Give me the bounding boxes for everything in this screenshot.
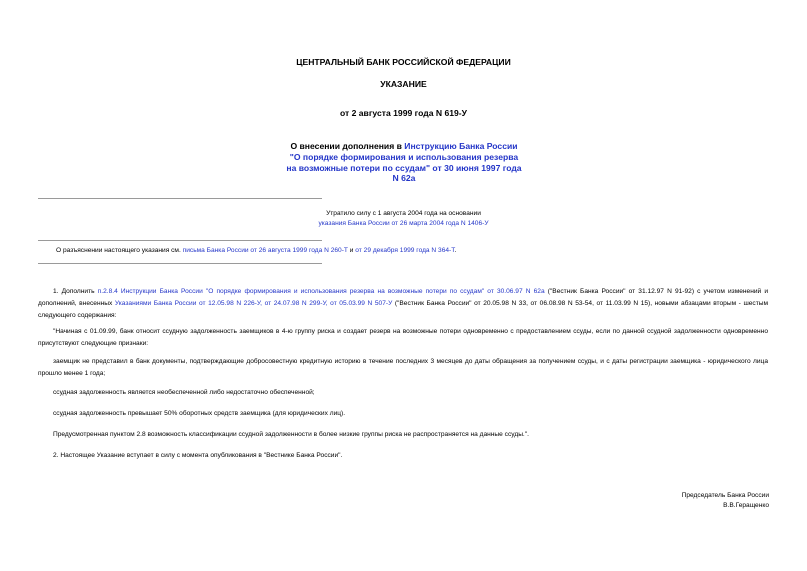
paragraph-7: 2. Настоящее Указание вступает в силу с момента опубликования в "Вестнике Банка России". — [53, 452, 343, 459]
document-title — [284, 141, 524, 184]
paragraph-1 — [38, 286, 768, 323]
paragraph-5: ссудная задолженность превышает 50% оборотных средств заемщика (для юридических лиц). — [53, 410, 346, 417]
separator — [38, 198, 322, 199]
clarification-suffix: . — [454, 247, 457, 254]
paragraph-4: ссудная задолженность является необеспеченной либо недостаточно обеспеченной; — [53, 389, 315, 396]
paragraph-6: Предусмотренная пунктом 2.8 возможность классификации ссудной задолженности в более низкие группы риска не распространяется на данные ссуды.". — [53, 431, 529, 438]
signatory-name: В.В.Геращенко — [723, 502, 769, 509]
document-date-number: от 2 августа 1999 года N 619-У — [339, 108, 468, 118]
clarification-middle: и — [347, 247, 356, 254]
status-note-text: Утратило силу с 1 августа 2004 года на основании — [326, 210, 481, 217]
signature-block — [560, 491, 769, 511]
clarification-prefix: О разъяснении настоящего указания см. — [56, 247, 183, 254]
repeal-link[interactable]: указания Банка России от 26 марта 2004 года N 1406-У — [318, 220, 489, 227]
separator — [38, 263, 322, 264]
paragraph-2: "Начиная с 01.09.99, банк относит ссудную задолженность заемщиков в 4-ю группу риска и создает резерв на возможные потери одновременно с предоставлением ссуды, если по данной ссудной задолженности одновременно присутствуют следующие признаки: — [38, 328, 768, 348]
status-note — [200, 209, 607, 229]
p1-text-1: 1. Дополнить — [53, 288, 98, 295]
letter-link-260[interactable]: письма Банка России от 26 августа 1999 года N 260-Т — [182, 247, 348, 254]
instruction-item-link[interactable]: п.2.8.4 Инструкции Банка России "О порядке формирования и использования резерва на возможные потери по ссудам" от 30.06.97 N 62а — [97, 288, 545, 295]
letter-link-364[interactable]: от 29 декабря 1999 года N 364-Т — [355, 247, 455, 254]
directives-link[interactable]: Указаниями Банка России от 12.05.98 N 226-У, от 24.07.98 N 299-У, от 05.03.99 N 507-У — [114, 300, 393, 308]
paragraph-3: заемщик не представил в банк документы, подтверждающие добросовестную кредитную историю в течение последних 3 месяцев до даты обращения за получением ссуды, и с даты регистрации заемщика - юридического лица прошло менее 1 года; — [38, 358, 768, 378]
p1-text-3: ("Вестник Банка России" от 20.05.98 N 33, от 06.08.98 N 53-54, от 11.03.99 N 15), новыми абзацами вторым - шестым следующего содержания: — [38, 300, 768, 320]
document-type: УКАЗАНИЕ — [380, 79, 427, 89]
separator — [38, 240, 322, 241]
p1-text-2: ("Вестник Банка России" от 31.12.97 N 91-92) с учетом изменений и дополнений, внесенных — [38, 288, 769, 308]
clarification-note — [56, 246, 776, 256]
signatory-position: Председатель Банка России — [681, 492, 769, 499]
org-name: ЦЕНТРАЛЬНЫЙ БАНК РОССИЙСКОЙ ФЕДЕРАЦИИ — [296, 57, 511, 67]
instruction-link[interactable]: Инструкцию Банка России "О порядке формирования и использования резерва на возможные потери по ссудам" от 30 июня 1997 года N 62а — [286, 141, 522, 184]
title-prefix: О внесении дополнения в — [290, 141, 405, 151]
